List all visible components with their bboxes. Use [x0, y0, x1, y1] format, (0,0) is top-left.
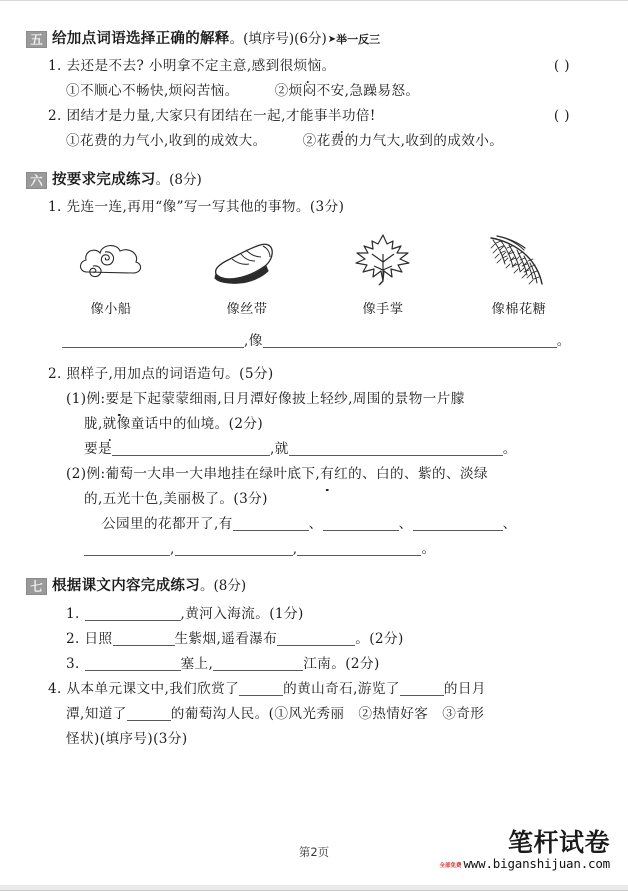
question-7-3-text-c: 江南。(2分) [303, 656, 380, 672]
section-five-title: 给加点词语选择正确的解释 [52, 31, 230, 47]
answer-blank-7-3-b[interactable] [213, 655, 303, 671]
question-5-2-stem-a: 团结才是力量,大家只有团结在一起,才能 [66, 108, 314, 124]
answer-blank-6-1-b[interactable] [263, 332, 557, 348]
example-6-2-1-answer-line [26, 437, 604, 462]
question-6-1-index: 1. [48, 199, 62, 215]
picture-label-shoe: 像丝带 [226, 302, 268, 317]
answer-lead-6-2-1: 要是 [84, 441, 112, 457]
section-five-score: 。(填序号)(6分) [229, 31, 327, 47]
example-6-2-2-answer-line1 [26, 512, 604, 537]
answer-blank-6-2-2-f[interactable] [297, 540, 421, 556]
question-7-1-index: 1. [66, 606, 80, 622]
question-7-4-text-2b: 的葡萄沟人民。(①风光秀丽 ②热情好客 ③奇形 [170, 706, 485, 722]
question-6-2-prompt-text: 照样子,用加点的词语造句。(5分) [66, 366, 274, 382]
answer-lead-6-2-2: 公园里的花都开了,有 [102, 516, 233, 532]
example-6-2-2-text-1a: 葡萄一大串一大串地挂在绿叶底下, [105, 466, 321, 482]
answer-blank-6-2-2-a[interactable] [233, 515, 309, 531]
answer-blank-7-3-a[interactable] [85, 655, 181, 671]
watermark-url: www.biganshijuan.com [463, 856, 610, 871]
question-7-2-index: 2. [66, 631, 80, 647]
question-7-1-text: ,黄河入海流。(1分) [180, 606, 304, 622]
watermark-brand: 笔杆试卷 [507, 828, 610, 857]
section-seven-title: 根据课文内容完成练习 [52, 578, 200, 594]
tag-arrow-icon: ➤ [327, 34, 337, 45]
section-number-seven: 七 [26, 578, 47, 595]
example-6-2-1-text-2b: 像童话中的仙境。(2分) [116, 416, 264, 432]
answer-sep-5: , [292, 541, 298, 557]
answer-blank-6-2-2-e[interactable] [175, 540, 293, 556]
question-5-1-text [48, 54, 554, 79]
question-6-1-answer-line [26, 329, 604, 354]
section-number-six: 六 [26, 172, 47, 189]
picture-label-maple-leaf: 像手掌 [362, 302, 404, 317]
answer-sep-3: 、 [502, 516, 517, 532]
question-7-4-text-1c: 的日月 [443, 681, 486, 697]
picture-matching-row [26, 230, 604, 317]
section-heading-seven [26, 576, 604, 595]
maple-leaf-icon [324, 230, 442, 288]
section-number-five: 五 [26, 31, 47, 48]
question-6-2-prompt [26, 362, 604, 387]
question-7-4-line2 [26, 702, 604, 727]
section-six-score: 。(8分) [155, 172, 202, 188]
page-number: 第2页 [298, 845, 330, 859]
answer-blank-7-4-a[interactable] [239, 680, 283, 696]
question-5-2-option-1[interactable]: ①花费的力气小,收到的成效大。 [66, 133, 267, 149]
question-7-2-text-b: 生紫烟,遥看瀑布 [174, 631, 278, 647]
section-heading-five [26, 29, 604, 48]
answer-blank-6-2-2-d[interactable] [84, 540, 170, 556]
picture-label-willow-branch: 像棉花糖 [491, 302, 547, 317]
answer-blank-7-4-c[interactable] [127, 705, 171, 721]
question-5-1 [26, 54, 604, 79]
question-7-3-text-b: 塞上, [180, 656, 214, 672]
answer-sep-2: 、 [398, 516, 413, 532]
answer-sep-4: , [170, 541, 175, 557]
section-six-title: 按要求完成练习 [52, 172, 156, 188]
answer-blank-6-2-2-c[interactable] [413, 515, 503, 531]
example-6-2-2-text-1b: 红的、白的、紫的、淡绿 [334, 466, 489, 482]
question-7-3-index: 3. [66, 656, 80, 672]
question-6-1-prompt [26, 195, 604, 220]
question-5-1-stem-b: 。 [321, 58, 336, 74]
answer-sep-1: 、 [308, 516, 323, 532]
section-six-heading-text [52, 170, 202, 189]
answer-connector-6-2-1: ,就 [270, 441, 289, 457]
section-seven-heading-text [52, 576, 246, 595]
question-7-4-index: 4. [48, 681, 62, 697]
cloud-icon [52, 230, 170, 288]
example-6-2-1-text-1: 下起蒙蒙细雨,日月潭好像披上轻纱,周围的景物一片朦 [133, 391, 465, 407]
answer-connector-6-1: ,像 [244, 333, 263, 349]
question-7-4-text-3: 怪状)(填序号)(3分) [66, 731, 188, 747]
question-5-1-index: 1. [48, 58, 62, 74]
watermark [439, 828, 610, 871]
answer-period-6-1: 。 [556, 333, 571, 349]
example-6-2-1-label: (1)例: [66, 391, 106, 407]
question-7-4-text-1b: 的黄山奇石,游览了 [283, 681, 400, 697]
question-5-2-text [48, 104, 554, 129]
section-five-heading-text [52, 29, 380, 48]
example-6-2-2-text-2: 的,五光十色,美丽极了。(3分) [84, 491, 268, 507]
answer-blank-7-4-b[interactable] [400, 680, 444, 696]
answer-blank-6-2-2-b[interactable] [323, 515, 399, 531]
question-5-2-answer-blank[interactable]: ( ) [553, 108, 570, 124]
picture-cell-willow-branch[interactable] [460, 230, 578, 317]
answer-blank-6-1-a[interactable] [62, 332, 244, 348]
question-6-1-prompt-text: 先连一连,再用“像”写一写其他的事物。(3分) [66, 199, 345, 215]
answer-period-6-2-2: 。 [421, 541, 436, 557]
answer-blank-6-2-1-b[interactable] [289, 440, 503, 456]
willow-branch-icon [460, 230, 578, 288]
example-6-2-1-line2 [26, 412, 604, 437]
question-5-1-stem-a: 去还是不去? 小明拿不定主意,感到很 [66, 58, 294, 74]
question-5-2-emphasis: 事半功倍 [314, 104, 370, 129]
example-6-2-1-text-2a: 胧, [84, 416, 103, 432]
question-5-2-index: 2. [48, 108, 62, 124]
example-6-2-2-emphasis-1: 有 [320, 462, 334, 487]
question-5-1-option-1[interactable]: ①不顺心不畅快,烦闷苦恼。 [66, 83, 239, 99]
answer-blank-6-2-1-a[interactable] [112, 440, 270, 456]
question-7-2-text-a: 日照 [84, 631, 113, 647]
question-6-2-index: 2. [48, 366, 62, 382]
example-6-2-2-label: (2)例: [66, 466, 106, 482]
example-6-2-1-emphasis-2: 就 [103, 412, 117, 437]
question-5-1-option-2[interactable]: ②烦闷不安,急躁易怒。 [274, 83, 420, 99]
watermark-bottom-row [439, 856, 610, 871]
answer-blank-7-1[interactable] [85, 605, 181, 621]
question-5-1-options [26, 79, 604, 104]
page-bottom-bar [0, 885, 628, 890]
question-7-4-line1 [26, 677, 604, 702]
question-7-1 [26, 602, 604, 627]
example-6-2-1-line1 [26, 387, 604, 412]
section-heading-six [26, 170, 604, 189]
example-6-2-2-line1 [26, 462, 604, 487]
question-5-2-option-2[interactable]: ②花费的力气大,收到的成效小。 [302, 133, 504, 149]
question-5-1-answer-blank[interactable]: ( ) [553, 58, 570, 74]
question-7-2-text-c: 。(2分) [355, 631, 404, 647]
example-6-2-1-emphasis-1: 要是 [105, 387, 133, 412]
worksheet-body [26, 29, 604, 829]
picture-label-cloud: 像小船 [90, 302, 132, 317]
question-5-2-stem-b: ! [369, 108, 376, 124]
example-6-2-2-answer-line2 [26, 537, 604, 562]
page-footer [0, 830, 628, 876]
question-5-2 [26, 104, 604, 129]
question-7-3 [26, 652, 604, 677]
shoe-icon [188, 230, 306, 288]
picture-cell-cloud[interactable] [52, 230, 170, 317]
answer-blank-7-2-b[interactable] [277, 630, 355, 646]
picture-cell-maple-leaf[interactable] [324, 230, 442, 317]
answer-blank-7-2-a[interactable] [113, 630, 175, 646]
question-7-2 [26, 627, 604, 652]
example-6-2-2-line2 [26, 487, 604, 512]
question-7-4-text-2a: 潭,知道了 [66, 706, 127, 722]
question-7-4-text-1a: 从本单元课文中,我们欣赏了 [66, 681, 240, 697]
section-five-tag: 举一反三 [336, 33, 381, 46]
question-5-1-emphasis: 烦恼 [294, 54, 322, 79]
answer-period-6-2-1: 。 [502, 441, 517, 457]
picture-cell-shoe[interactable] [188, 230, 306, 317]
watermark-badge: 全部免费 [439, 863, 462, 869]
section-seven-score: 。(8分) [200, 578, 247, 594]
question-7-4-line3 [26, 727, 604, 752]
question-5-2-options [26, 129, 604, 154]
